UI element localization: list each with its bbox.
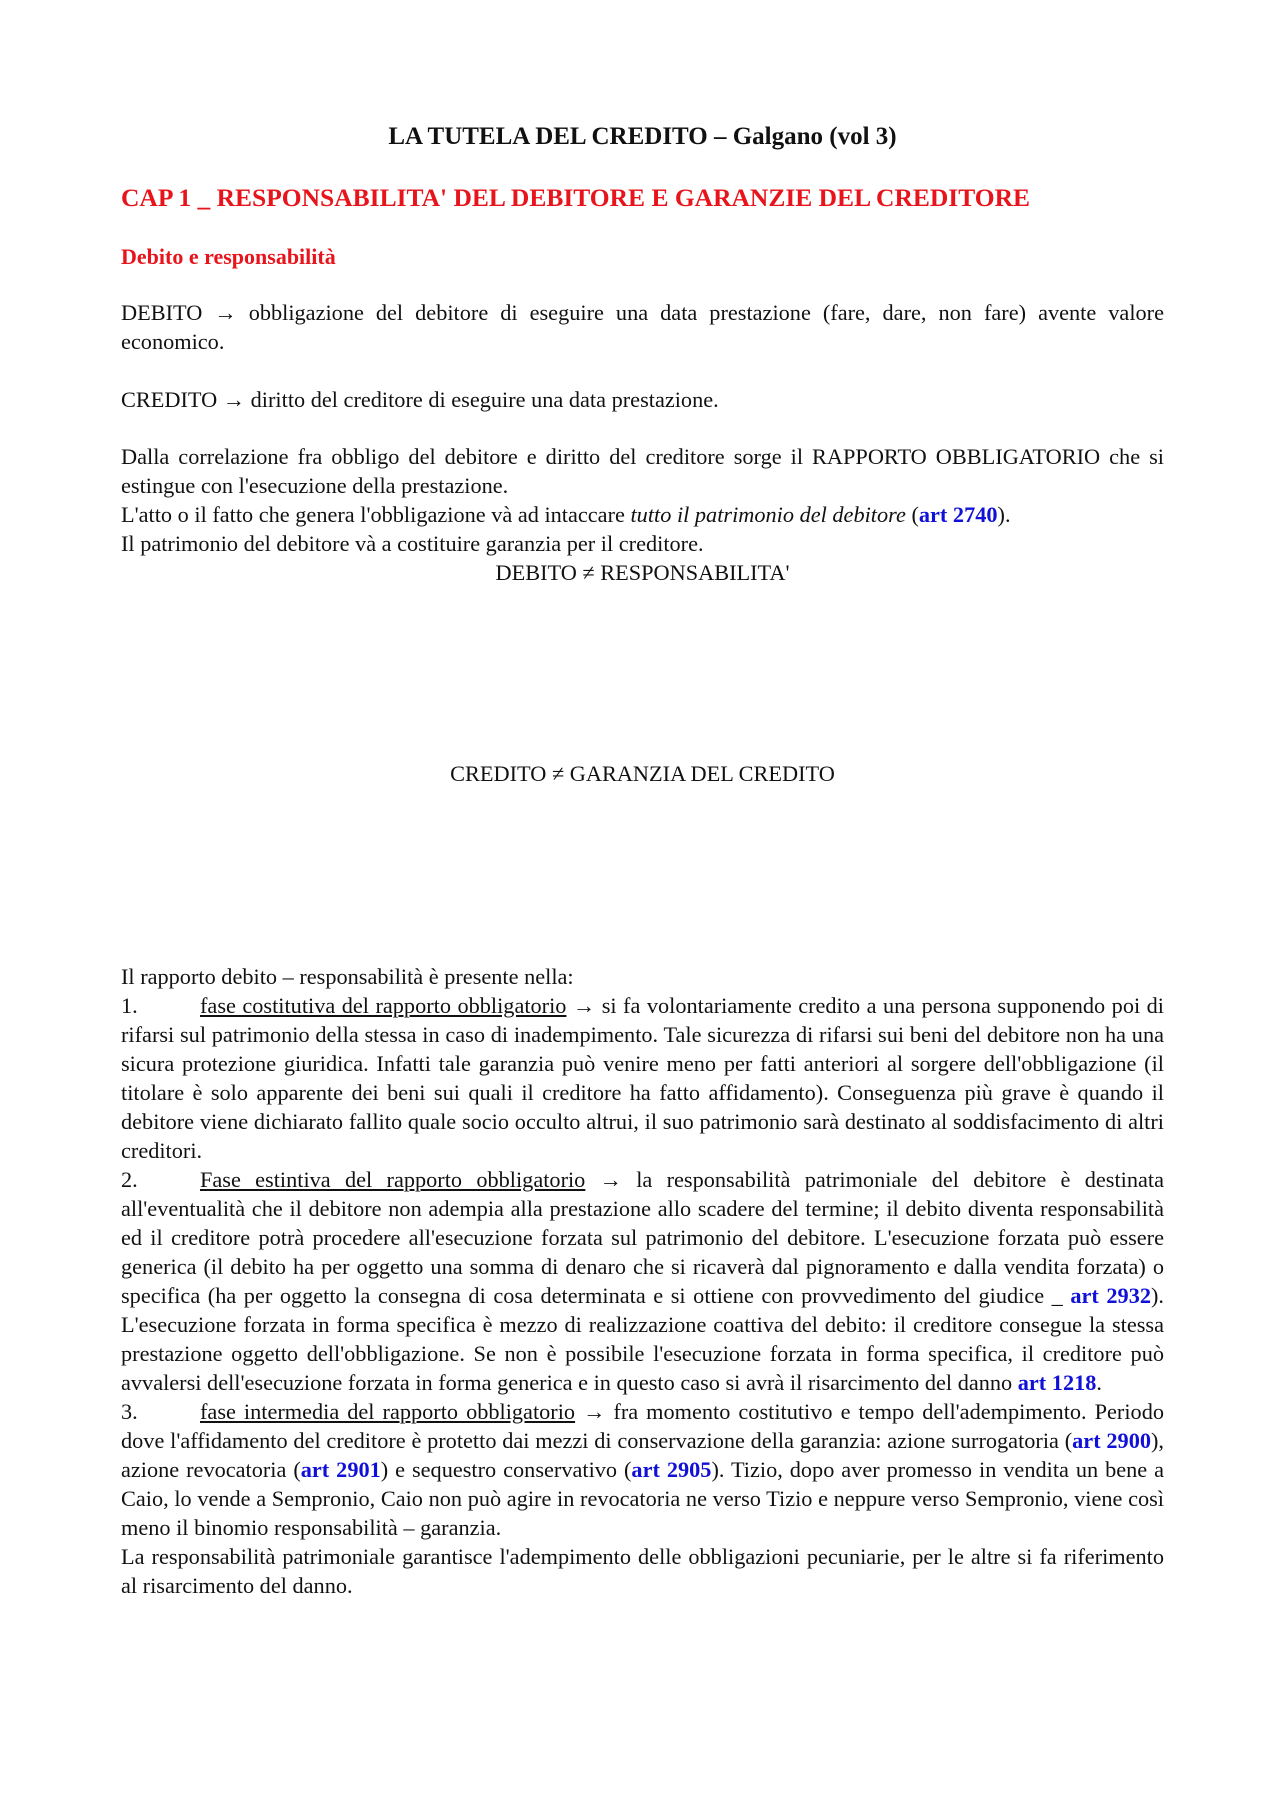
rapporto-line-1: Dalla correlazione fra obbligo del debitore e diritto del creditore sorge il RAPPORTO OBBLIGATORIO che si estingue con l'esecuzione della prestazione. — [121, 444, 1164, 498]
rapporto-line-2b: ( — [905, 502, 919, 527]
article-reference: art 2900 — [1072, 1428, 1151, 1453]
list-item-label: fase intermedia del rapporto obbligatorio — [200, 1399, 576, 1424]
article-reference: art 2740 — [918, 502, 998, 527]
rapporto-line-2c: ). — [997, 502, 1011, 527]
rapporto-paragraph — [121, 442, 1164, 558]
diagram-credito-garanzia: CREDITO ≠ GARANZIA DEL CREDITO — [450, 761, 835, 786]
debito-definition: DEBITO → obbligazione del debitore di eseguire una data prestazione (fare, dare, non fare) avente valore economico. — [121, 300, 1164, 354]
list-item — [121, 1399, 1164, 1540]
intro-line: Il rapporto debito – responsabilità è presente nella: — [121, 964, 574, 989]
list-item-text: ), azione revocatoria ( — [121, 1428, 1164, 1482]
list-item-label: Fase estintiva del rapporto obbligatorio — [200, 1167, 586, 1192]
diagram-debito-responsabilita: DEBITO ≠ RESPONSABILITA' — [495, 560, 790, 585]
list-item-text: → la responsabilità patrimoniale del debitore è destinata all'eventualità che il debitore non adempia alla prestazione allo scadere del termine; il debito diventa responsabilità ed il creditore potrà procedere all'esecuzione forzata sul patrimonio del debitore. L'esecuzione forzata può essere generica (il debito ha per oggetto una somma di denaro che si ricaverà dal pignoramento e dalla vendita forzata) o specifica (ha per oggetto la consegna di cosa determinata e si ottiene con provvedimento del giudice _ — [121, 1167, 1164, 1308]
article-reference: art 2901 — [300, 1457, 381, 1482]
article-reference: art 2905 — [631, 1457, 712, 1482]
list-item — [121, 993, 1164, 1163]
list-item — [121, 1167, 1164, 1395]
section-heading: Debito e responsabilità — [121, 244, 336, 269]
article-reference: art 1218 — [1017, 1370, 1097, 1395]
closing-line: La responsabilità patrimoniale garantisce l'adempimento delle obbligazioni pecuniarie, per le altre si fa riferimento al risarcimento del danno. — [121, 1544, 1164, 1598]
rapporto-italic: tutto il patrimonio del debitore — [630, 502, 906, 527]
main-paragraph — [121, 962, 1164, 1600]
rapporto-line-2a: L'atto o il fatto che genera l'obbligazione và ad intaccare — [121, 502, 631, 527]
list-number: 2. — [121, 1167, 138, 1192]
rapporto-line-3: Il patrimonio del debitore và a costituire garanzia per il creditore. — [121, 531, 704, 556]
list-item-text: ) e sequestro conservativo ( — [380, 1457, 632, 1482]
list-number: 1. — [121, 993, 138, 1018]
list-item-text: → fra momento costitutivo e tempo dell'adempimento. Periodo dove l'affidamento del creditore è protetto dai mezzi di conservazione della garanzia: azione surrogatoria ( — [121, 1399, 1164, 1453]
article-reference: art 2932 — [1070, 1283, 1151, 1308]
credito-definition: CREDITO → diritto del creditore di eseguire una data prestazione. — [121, 387, 719, 412]
list-item-label: fase costitutiva del rapporto obbligatorio — [200, 993, 567, 1018]
list-item-text: ). Tizio, dopo aver promesso in vendita un bene a Caio, lo vende a Sempronio, Caio non può agire in revocatoria ne verso Tizio e neppure verso Sempronio, viene così meno il binomio responsabilità – garanzia. — [121, 1457, 1165, 1540]
list-item-text: . — [1096, 1370, 1102, 1395]
document-title: LA TUTELA DEL CREDITO – Galgano (vol 3) — [388, 123, 897, 150]
list-item-text: → si fa volontariamente credito a una persona supponendo poi di rifarsi sul patrimonio della stessa in caso di inadempimento. Tale sicurezza di rifarsi sui beni del debitore non ha una sicura protezione giuridica. Infatti tale garanzia può venire meno per fatti anteriori al sorgere dell'obbligazione (il titolare è solo apparente dei beni sui quali il creditore ha fatto affidamento). Conseguenza più grave è quando il debitore viene dichiarato fallito quale socio occulto altrui, il suo patrimonio sarà destinato al soddisfacimento di altri creditori. — [121, 993, 1164, 1163]
list-item-text: ). L'esecuzione forzata in forma specifica è mezzo di realizzazione coattiva del debito: il creditore consegue la stessa prestazione oggetto dell'obbligazione. Se non è possibile l'esecuzione forzata in forma specifica, il creditore può avvalersi dell'esecuzione forzata in forma generica e in questo caso si avrà il risarcimento del danno — [121, 1283, 1164, 1395]
chapter-heading: CAP 1 _ RESPONSABILITA' DEL DEBITORE E GARANZIE DEL CREDITORE — [121, 183, 1031, 212]
list-number: 3. — [121, 1399, 138, 1424]
